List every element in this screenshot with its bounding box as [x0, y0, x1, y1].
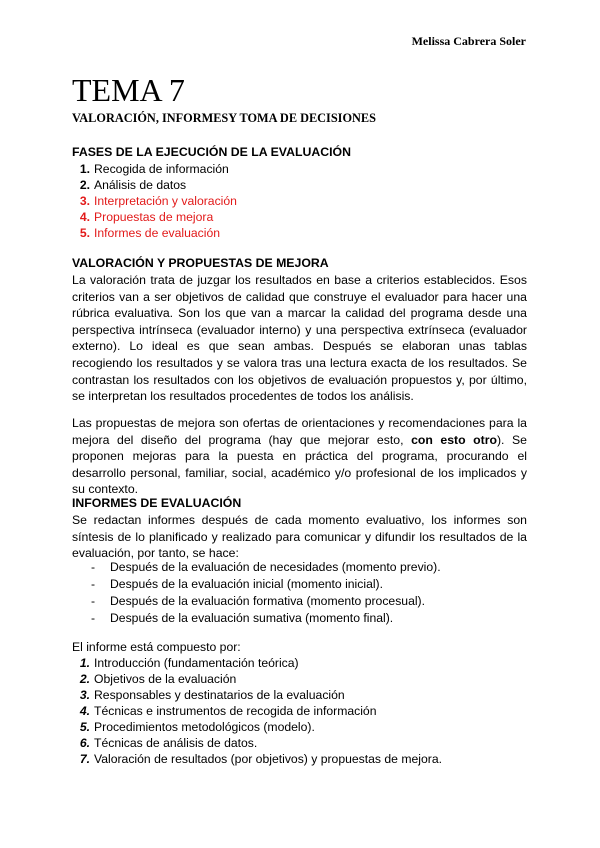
list-item — [72, 687, 442, 703]
list-number: 1. — [79, 656, 90, 670]
list-item — [72, 177, 237, 193]
list-text: Informes de evaluación — [94, 226, 221, 240]
author-name: Melissa Cabrera Soler — [411, 34, 526, 48]
list-item — [72, 209, 237, 225]
list-text: Valoración de resultados (por objetivos) y propuestas de mejora. — [94, 752, 442, 766]
list-item — [72, 719, 442, 735]
list-item: - Después de la evaluación inicial (momento inicial). — [91, 577, 383, 591]
list-number: 2. — [79, 178, 90, 192]
list-number: 5. — [79, 720, 90, 734]
para-text: Las propuestas de mejora son ofertas de orientaciones y recomendaciones para la mejora del diseño del programa (hay que mejorar esto, — [72, 416, 527, 447]
list-item — [72, 671, 442, 687]
list-item — [72, 225, 237, 241]
propuestas-paragraph — [72, 415, 527, 498]
list-number: 1. — [79, 162, 90, 176]
moments-list — [91, 559, 441, 627]
list-text: Después de la evaluación formativa (momento procesual). — [110, 594, 426, 608]
composition-intro: El informe está compuesto por: — [72, 640, 241, 654]
list-text: Después de la evaluación de necesidades (momento previo). — [110, 560, 441, 574]
list-text: Objetivos de la evaluación — [94, 672, 237, 686]
list-text: Técnicas e instrumentos de recogida de información — [94, 704, 377, 718]
section-heading-fases: FASES DE LA EJECUCIÓN DE LA EVALUACIÓN — [72, 145, 351, 159]
section-heading-informes: INFORMES DE EVALUACIÓN — [72, 496, 242, 510]
list-item — [72, 751, 442, 767]
page-title: TEMA 7 — [72, 72, 185, 108]
list-number: 4. — [79, 210, 90, 224]
para-bold-text: con esto otro — [411, 432, 497, 447]
fases-list — [72, 161, 237, 241]
section-heading-valoracion: VALORACIÓN Y PROPUESTAS DE MEJORA — [72, 256, 329, 270]
list-text: Responsables y destinatarios de la evaluación — [94, 688, 345, 702]
list-text: Interpretación y valoración — [94, 194, 237, 208]
list-item — [72, 735, 442, 751]
list-number: 5. — [79, 226, 90, 240]
list-number: 4. — [79, 704, 90, 718]
list-text: Análisis de datos — [94, 178, 187, 192]
valoracion-paragraph: La valoración trata de juzgar los resultados en base a criterios establecidos. Esos criterios van a ser objetivos de calidad que construye el evaluador para hacer una rúbrica evaluativa. Son los que van a marcar la calidad del programa desde una perspectiva intrínseca (evaluador interno) y una perspectiva extrínseca (evaluador externo). Lo ideal es que sean ambas. Después se elaboran unas tablas recogiendo los resultados y se valora tras una lectura exacta de los resultados. Se contrastan los resultados con los objetivos de evaluación propuestos y, por último, se interpretan los resultados procedentes de todos los análisis. — [72, 273, 527, 404]
list-item — [72, 193, 237, 209]
list-text: Recogida de información — [94, 162, 229, 176]
para-text: ). Se proponen mejoras para la puesta en práctica del programa, procurando el desarrollo personal, familiar, social, académico y/o profesional de los implicados y su contexto. — [72, 432, 527, 497]
list-number: 3. — [79, 194, 90, 208]
list-item: - Después de la evaluación sumativa (momento final). — [91, 611, 394, 625]
list-item — [72, 655, 442, 671]
list-text: Técnicas de análisis de datos. — [94, 736, 258, 750]
list-number: 3. — [79, 688, 90, 702]
list-item — [72, 161, 237, 177]
list-number: 7. — [79, 752, 90, 766]
list-item: - Después de la evaluación de necesidades (momento previo). — [91, 560, 441, 574]
page-subtitle: VALORACIÓN, INFORMESY TOMA DE DECISIONES — [72, 111, 376, 125]
list-text: Después de la evaluación sumativa (momento final). — [110, 611, 394, 625]
list-text: Procedimientos metodológicos (modelo). — [94, 720, 315, 734]
list-text: Propuestas de mejora — [94, 210, 214, 224]
list-number: 2. — [79, 672, 90, 686]
list-number: 6. — [79, 736, 90, 750]
informes-paragraph: Se redactan informes después de cada momento evaluativo, los informes son síntesis de lo planificado y realizado para comunicar y difundir los resultados de la evaluación, por tanto, se hace: — [72, 513, 527, 561]
list-item: - Después de la evaluación formativa (momento procesual). — [91, 594, 426, 608]
list-item — [72, 703, 442, 719]
list-text: Después de la evaluación inicial (momento inicial). — [110, 577, 383, 591]
composition-list — [72, 655, 442, 767]
list-text: Introducción (fundamentación teórica) — [94, 656, 299, 670]
